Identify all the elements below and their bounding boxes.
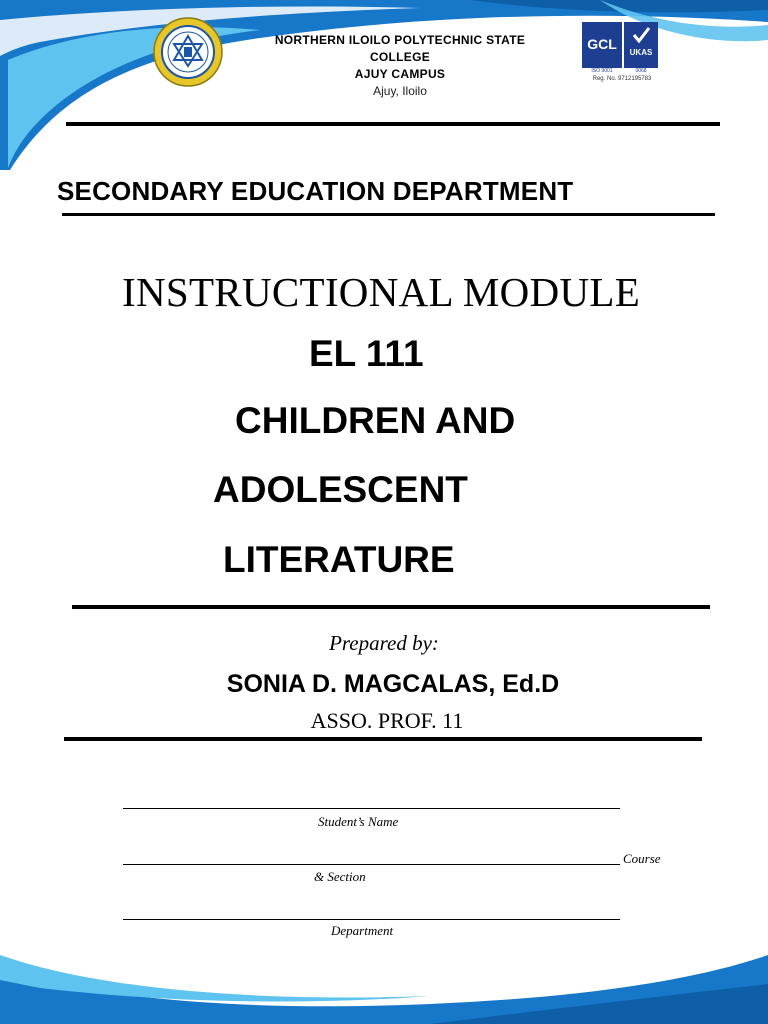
course-section-line[interactable] — [123, 864, 620, 865]
registration-number: Reg. No. 9712195783 — [592, 76, 652, 82]
author-divider — [64, 737, 702, 741]
department-line[interactable] — [123, 919, 620, 920]
ukas-certificate-block — [624, 22, 658, 74]
author-name: SONIA D. MAGCALAS, Ed.D — [226, 670, 560, 698]
section-label: & Section — [314, 869, 366, 884]
ukas-number: 0068 — [624, 68, 658, 74]
course-title-line2: ADOLESCENT — [213, 469, 468, 510]
course-title-line1: CHILDREN AND — [235, 400, 516, 441]
course-title-line3: LITERATURE — [223, 539, 455, 580]
gcl-certificate-block — [582, 22, 622, 74]
institution-name-line1: NORTHERN ILOILO POLYTECHNIC STATE — [274, 33, 526, 47]
department-divider — [62, 213, 715, 216]
institution-name-line2: COLLEGE — [369, 50, 431, 64]
title-divider — [72, 605, 710, 609]
ukas-text: UKAS — [629, 48, 653, 57]
certification-badge — [582, 22, 658, 84]
header-divider — [66, 122, 720, 126]
department-label: Department — [331, 923, 394, 938]
module-heading: INSTRUCTIONAL MODULE — [122, 269, 641, 315]
iso-standard-text: ISO 9001 — [582, 68, 622, 74]
prepared-by-label: Prepared by: — [329, 631, 439, 655]
gcl-brand-text: GCL — [587, 36, 617, 52]
course-code: EL 111 — [309, 333, 424, 374]
student-name-label: Student’s Name — [318, 814, 399, 829]
student-name-line[interactable] — [123, 808, 620, 809]
crown-check-icon — [624, 22, 658, 48]
author-position: ASSO. PROF. 11 — [310, 708, 464, 733]
campus-name: AJUY CAMPUS — [354, 67, 446, 81]
course-label: Course — [623, 851, 661, 866]
campus-location: Ajuy, Iloilo — [373, 84, 427, 98]
department-title: SECONDARY EDUCATION DEPARTMENT — [57, 176, 574, 206]
bottom-swoosh-decoration — [0, 950, 768, 1024]
college-seal-logo — [152, 16, 224, 88]
